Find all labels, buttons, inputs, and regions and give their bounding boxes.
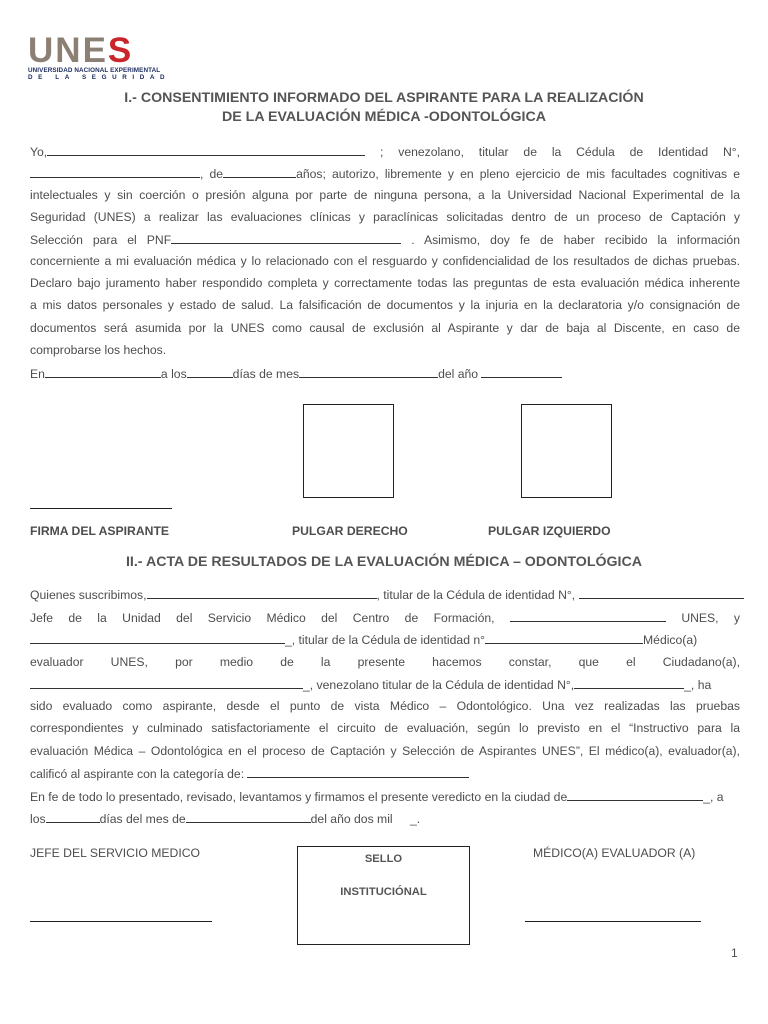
seal-label-2: INSTITUCIÓNAL [340, 886, 427, 898]
month-blank[interactable] [299, 366, 438, 378]
training-center-blank[interactable] [510, 610, 666, 622]
logo-letter-u: U [28, 31, 56, 70]
section1-title-line1: I.- CONSENTIMIENTO INFORMADO DEL ASPIRANTE PARA LA REALIZACIÓN [124, 90, 644, 106]
logo-letter-n: N [55, 31, 83, 70]
acta-line-1: Quienes suscribimos, , titular de la Cédula de identidad N°, [30, 587, 740, 603]
consent-line-9: documentos será asumida por la UNES como causal de exclusión al Aspirante y dar de baja al Discente, en caso de [30, 321, 740, 335]
acta-line-3: _, titular de la Cédula de identidad n° Médico(a) [30, 632, 740, 648]
consent-line-3: intelectuales y sin coerción o presión alguna por parte de ninguna persona, a la Universidad Nacional Experimental de la [30, 188, 740, 202]
logo-subtitle-2: DE LA SEGURIDAD [28, 74, 171, 81]
consent-line-10: comprobarse los hechos. [30, 343, 167, 357]
section2-title: II.- ACTA DE RESULTADOS DE LA EVALUACIÓN MÉDICA – ODONTOLÓGICA [125, 554, 642, 570]
left-thumb-box[interactable] [521, 404, 612, 498]
consent-line-8: a mis datos personales y estado de salud. La falsificación de documentos y la injuria en la declaratoria y/o consignación de [30, 298, 740, 312]
chief-signature-label: JEFE DEL SERVICIO MEDICO [30, 846, 200, 860]
consent-line-6: concerniente a mi evaluación médica y lo relacionado con el resguardo y confidencialidad de los resultados de dichas pruebas. [30, 254, 740, 268]
left-thumb-label: PULGAR IZQUIERDO [488, 524, 611, 538]
chief-signature-line[interactable] [30, 921, 212, 922]
citizen-id-blank[interactable] [574, 677, 684, 689]
unes-logo [28, 31, 192, 81]
chief-name-blank[interactable] [147, 587, 377, 599]
consent-line-7: Declaro bajo juramento haber respondido completa y correctamente todas las preguntas de esta evaluación médica inherente [30, 276, 740, 290]
doctor-id-blank[interactable] [485, 632, 643, 644]
acta-line-7: correspondientes y culminado satisfactoriamente el circuito de evaluación, según lo previsto en el “Instructivo para la [30, 721, 740, 735]
day-blank[interactable] [187, 366, 233, 378]
consent-line-5: Selección para el PNF . Asimismo, doy fe de haber recibido la información [30, 233, 740, 247]
category-blank[interactable] [247, 766, 469, 778]
right-thumb-label: PULGAR DERECHO [292, 524, 408, 538]
acta-line-2: Jefe de la Unidad del Servicio Médico del Centro de Formación, UNES, y [30, 611, 741, 625]
logo-wordmark [28, 31, 134, 70]
name-blank[interactable] [47, 144, 365, 156]
right-thumb-box[interactable] [303, 404, 394, 498]
logo-letter-e: E [82, 31, 108, 70]
page-number: 1 [731, 946, 738, 960]
acta-line-8: evaluación Médica – Odontológica en el proceso de Captación y Selección de Aspirantes UNES”, El médico(a), evaluador(a), [30, 744, 740, 758]
acta-line-11: los días del mes de del año dos mil _. [30, 812, 421, 826]
acta-day-blank[interactable] [46, 811, 100, 823]
acta-line-9: calificó al aspirante con la categoría de: [30, 766, 740, 782]
pnf-blank[interactable] [171, 232, 401, 244]
seal-label-1: SELLO [364, 853, 403, 865]
doctor-name-blank[interactable] [30, 632, 285, 644]
applicant-signature-label: FIRMA DEL ASPIRANTE [30, 524, 170, 538]
logo-letter-s: S [107, 31, 134, 70]
doctor-signature-line[interactable] [525, 921, 701, 922]
age-blank[interactable] [223, 166, 296, 178]
consent-date-line: En a los días de mes del año [30, 366, 740, 382]
logo-subtitle-1: UNIVERSIDAD NACIONAL EXPERIMENTAL [28, 67, 161, 74]
consent-line-2: , de años; autorizo, libremente y en pleno ejercicio de mis facultades cognitivas e [30, 166, 740, 182]
consent-line-1: Yo, ; venezolano, titular de la Cédula de Identidad N°, [30, 145, 741, 159]
citizen-name-blank[interactable] [30, 677, 303, 689]
applicant-signature-line[interactable] [30, 508, 172, 509]
year-blank[interactable] [481, 366, 562, 378]
id-blank[interactable] [30, 166, 200, 178]
section1-title-line2: DE LA EVALUACIÓN MÉDICA -ODONTOLÓGICA [222, 109, 546, 125]
acta-line-5: _, venezolano titular de la Cédula de identidad N°, _, ha [30, 677, 740, 693]
consent-line-4: Seguridad (UNES) a realizar las evaluaciones clínicas y paraclínicas solicitadas dentro de un proceso de Captación y [30, 210, 740, 224]
acta-line-6: sido evaluado como aspirante, desde el punto de vista Médico – Odontológico. Una vez realizadas las pruebas [30, 699, 740, 713]
acta-month-blank[interactable] [186, 811, 311, 823]
city-blank[interactable] [567, 789, 703, 801]
institutional-seal-box[interactable] [297, 846, 470, 945]
doctor-signature-label: MÉDICO(A) EVALUADOR (A) [533, 846, 696, 860]
acta-line-10: En fe de todo lo presentado, revisado, levantamos y firmamos el presente veredicto en la ciudad de _, a [30, 790, 724, 804]
chief-id-blank[interactable] [579, 587, 744, 599]
place-blank[interactable] [45, 366, 161, 378]
acta-line-4: evaluador UNES, por medio de la presente hacemos constar, que el Ciudadano(a), [30, 655, 740, 669]
